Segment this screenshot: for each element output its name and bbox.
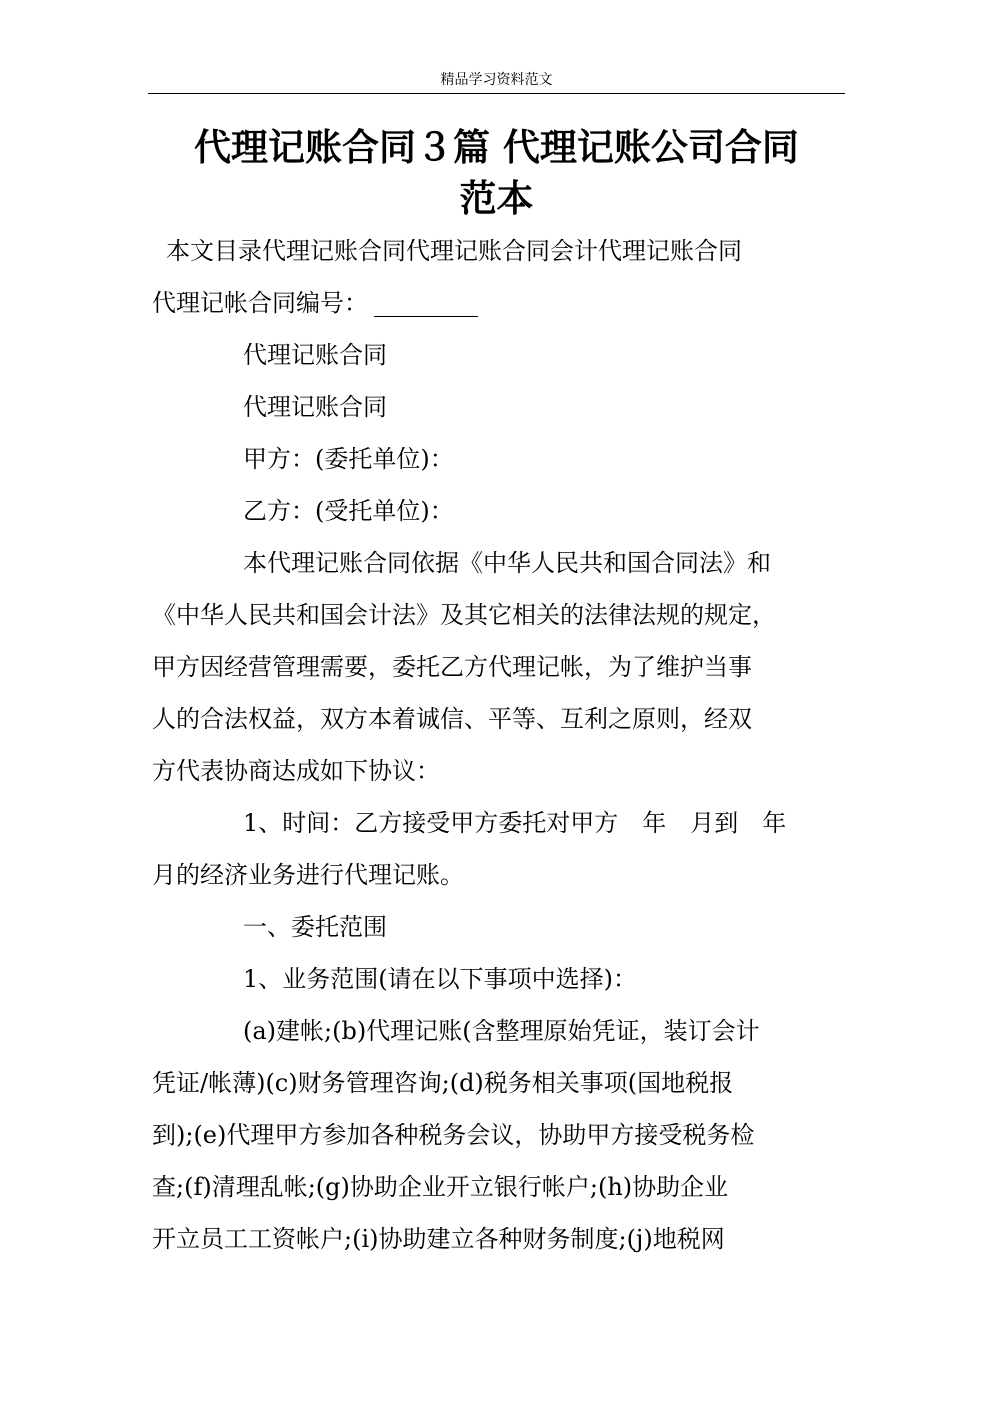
scope-item-line: 查;(f)清理乱帐;(g)协助企业开立银行帐户;(h)协助企业 bbox=[152, 1173, 729, 1201]
intro-line: 人的合法权益，双方本着诚信、平等、互利之原则，经双 bbox=[152, 705, 752, 733]
intro-line: 甲方因经营管理需要，委托乙方代理记帐，为了维护当事 bbox=[152, 653, 752, 681]
intro-line: 本代理记账合同依据《中华人民共和国合同法》和 bbox=[243, 549, 771, 577]
party-a-line: 甲方：(委托单位)： bbox=[243, 445, 454, 473]
subtitle-2: 代理记账合同 bbox=[243, 393, 387, 421]
intro-line: 方代表协商达成如下协议： bbox=[152, 757, 440, 785]
contract-number-blank bbox=[374, 292, 478, 317]
scope-item-line: 开立员工工资帐户;(i)协助建立各种财务制度;(j)地税网 bbox=[152, 1225, 725, 1253]
intro-line: 《中华人民共和国会计法》及其它相关的法律法规的规定， bbox=[152, 601, 776, 629]
document-title bbox=[148, 122, 845, 224]
page-header: 精品学习资料范文 bbox=[440, 72, 553, 88]
table-of-contents-line: 本文目录代理记账合同代理记账合同会计代理记账合同 bbox=[166, 237, 742, 265]
contract-number-label: 代理记帐合同编号： bbox=[152, 289, 368, 317]
scope-heading: 1、业务范围(请在以下事项中选择)： bbox=[243, 965, 637, 993]
header-divider bbox=[148, 93, 845, 94]
time-clause-line: 1、时间：乙方接受甲方委托对甲方 年 月到 年 bbox=[243, 809, 787, 837]
scope-item-line: (a)建帐;(b)代理记账(含整理原始凭证，装订会计 bbox=[243, 1017, 760, 1045]
subtitle-1: 代理记账合同 bbox=[243, 341, 387, 369]
title-line-1: 代理记账合同３篇 代理记账公司合同 bbox=[194, 125, 799, 169]
title-line-2: 范本 bbox=[459, 176, 534, 220]
party-b-line: 乙方：(受托单位)： bbox=[243, 497, 454, 525]
contract-number-line bbox=[152, 288, 478, 318]
section-heading: 一、委托范围 bbox=[243, 913, 387, 941]
time-clause-line: 月的经济业务进行代理记账。 bbox=[152, 861, 464, 889]
scope-item-line: 到);(e)代理甲方参加各种税务会议，协助甲方接受税务检 bbox=[152, 1121, 755, 1149]
scope-item-line: 凭证/帐薄)(c)财务管理咨询;(d)税务相关事项(国地税报 bbox=[152, 1069, 734, 1097]
